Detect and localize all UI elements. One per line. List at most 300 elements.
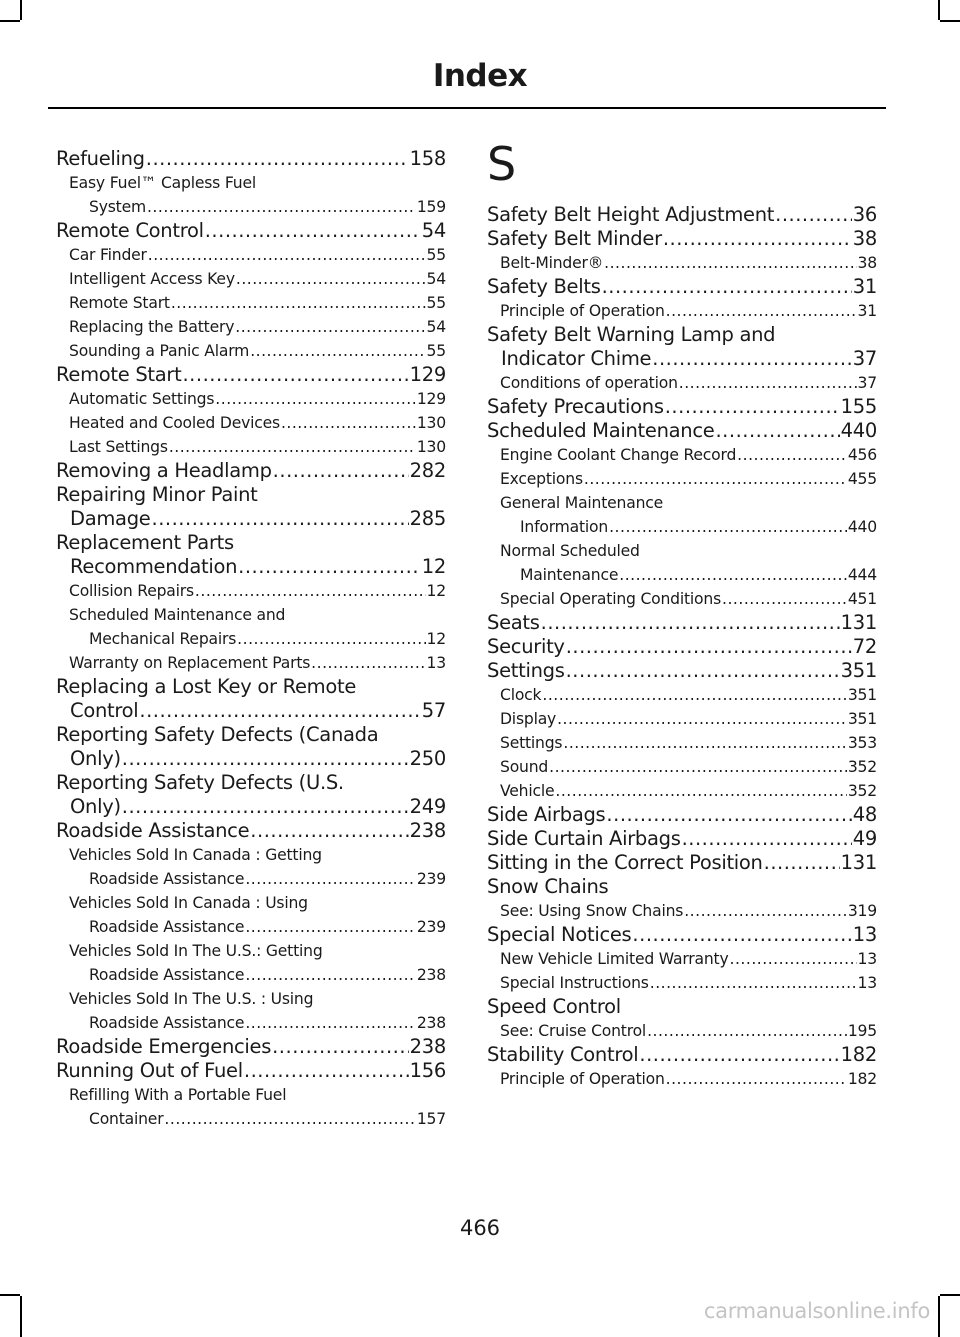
page-ref[interactable]: 353 (847, 734, 877, 752)
page-ref[interactable]: 54 (426, 318, 446, 336)
leader-dots (244, 1059, 409, 1083)
leader-dots (281, 411, 416, 435)
leader-dots (684, 899, 847, 923)
index-entry[interactable] (487, 227, 877, 251)
entry-text: Special Notices (487, 923, 632, 946)
page-ref[interactable]: 131 (840, 611, 877, 634)
index-entry[interactable] (56, 363, 446, 387)
entry-line (56, 747, 446, 771)
leader-dots (250, 339, 425, 363)
page-ref[interactable]: 351 (840, 659, 877, 682)
page-ref[interactable]: 195 (847, 1022, 877, 1040)
leader-dots (764, 851, 840, 875)
leader-dots (236, 267, 426, 291)
index-subentry[interactable] (56, 411, 446, 435)
entry-text: Safety Belt Minder (487, 227, 662, 250)
index-entry[interactable] (487, 395, 877, 419)
leader-dots (775, 203, 852, 227)
entry-line (500, 251, 877, 275)
entry-line (487, 923, 877, 947)
page-ref[interactable]: 129 (416, 390, 446, 408)
entry-text: Reporting Safety Defects (U.S. (56, 771, 344, 794)
entry-line (69, 867, 446, 891)
entry-line (487, 419, 877, 443)
page-ref[interactable]: 155 (840, 395, 877, 418)
page-ref[interactable]: 351 (847, 686, 877, 704)
entry-text: Settings (500, 734, 563, 752)
entry-text: Reporting Safety Defects (Canada (56, 723, 379, 746)
page-ref[interactable]: 238 (416, 1014, 446, 1032)
page-ref[interactable]: 36 (852, 203, 877, 226)
page-ref[interactable]: 37 (852, 347, 877, 370)
entry-text: Special Instructions (500, 974, 649, 992)
entry-text: Roadside Assistance (89, 966, 245, 984)
entry-text: Conditions of operation (500, 374, 678, 392)
page-ref[interactable]: 249 (409, 795, 446, 818)
page-ref[interactable]: 54 (426, 270, 446, 288)
index-subentry[interactable] (56, 339, 446, 363)
page-ref[interactable]: 57 (421, 699, 446, 722)
index-subentry[interactable] (56, 435, 446, 459)
page-title: Index (432, 58, 528, 94)
page-ref[interactable]: 31 (852, 275, 877, 298)
leader-dots (584, 467, 847, 491)
entry-text: Control (70, 699, 139, 722)
index-subentry[interactable] (487, 467, 877, 491)
index-subentry[interactable] (56, 1083, 446, 1131)
entry-text: Easy Fuel™ Capless Fuel (69, 174, 256, 192)
entry-line (500, 971, 877, 995)
leader-dots (122, 795, 409, 819)
leader-dots (245, 867, 416, 891)
entry-text: Vehicles Sold In Canada : Using (69, 894, 308, 912)
entry-line (500, 779, 877, 803)
entry-text: Clock (500, 686, 542, 704)
entry-line (56, 507, 446, 531)
entry-text: Scheduled Maintenance (487, 419, 715, 442)
entry-text: Repairing Minor Paint (56, 483, 258, 506)
index-entry[interactable] (56, 147, 446, 171)
index-subentry[interactable] (56, 315, 446, 339)
index-entry[interactable] (56, 219, 446, 243)
entry-text: Principle of Operation (500, 302, 665, 320)
index-entry[interactable] (56, 483, 446, 531)
entry-text: See: Using Snow Chains (500, 902, 684, 920)
crop-mark (20, 1296, 22, 1337)
index-entry[interactable] (487, 419, 877, 443)
entry-line (500, 1019, 877, 1043)
index-entry[interactable] (487, 803, 877, 827)
leader-dots (164, 1107, 415, 1131)
page-ref[interactable]: 37 (857, 374, 877, 392)
entry-text: Exceptions (500, 470, 583, 488)
entry-text: Information (520, 518, 609, 536)
index-subentry[interactable] (56, 603, 446, 651)
entry-line (69, 243, 446, 267)
entry-line (487, 827, 877, 851)
index-subentry[interactable] (56, 891, 446, 939)
entry-text: Container (89, 1110, 164, 1128)
page-ref[interactable]: 48 (852, 803, 877, 826)
leader-dots (147, 195, 416, 219)
entry-text: Stability Control (487, 1043, 639, 1066)
leader-dots (245, 963, 416, 987)
page-ref[interactable]: 158 (409, 147, 446, 170)
leader-dots (557, 707, 847, 731)
entry-text: Replacing the Battery (69, 318, 235, 336)
index-entry[interactable] (487, 923, 877, 947)
leader-dots (604, 251, 856, 275)
index-subentry[interactable] (487, 1019, 877, 1043)
entry-text: Vehicles Sold In The U.S. : Using (69, 990, 314, 1008)
leader-dots (555, 779, 846, 803)
entry-line (487, 635, 877, 659)
index-subentry[interactable] (487, 899, 877, 923)
entry-line (69, 1107, 446, 1131)
page-ref[interactable]: 12 (426, 630, 446, 648)
entry-line (500, 467, 877, 491)
page-ref[interactable]: 440 (847, 518, 877, 536)
index-subentry[interactable] (56, 939, 446, 987)
entry-line (500, 1067, 877, 1091)
page-ref[interactable]: 129 (409, 363, 446, 386)
entry-line (487, 659, 877, 683)
entry-text: System (89, 198, 146, 216)
index-subentry[interactable] (487, 707, 877, 731)
entry-text: Refueling (56, 147, 145, 170)
index-entry[interactable] (56, 1035, 446, 1059)
watermark: carmanualsonline.info (703, 1299, 930, 1323)
crop-mark (940, 1294, 960, 1296)
page-ref[interactable]: 38 (852, 227, 877, 250)
entry-text: Intelligent Access Key (69, 270, 235, 288)
page-ref[interactable]: 182 (847, 1070, 877, 1088)
leader-dots (245, 1011, 416, 1035)
page-ref[interactable]: 250 (409, 747, 446, 770)
entry-text: Collision Repairs (69, 582, 194, 600)
index-entry[interactable] (487, 611, 877, 635)
leader-dots (563, 731, 846, 755)
page-ref[interactable]: 282 (409, 459, 446, 482)
entry-line (500, 899, 877, 923)
index-entry[interactable] (487, 851, 877, 875)
index-subentry[interactable] (487, 1067, 877, 1091)
index-subentry[interactable] (56, 387, 446, 411)
index-subentry[interactable] (487, 971, 877, 995)
page-ref[interactable]: 13 (852, 923, 877, 946)
index-entry[interactable] (487, 1043, 877, 1067)
index-subentry[interactable] (487, 683, 877, 707)
page-ref[interactable]: 455 (847, 470, 877, 488)
leader-dots (715, 419, 839, 443)
index-subentry[interactable] (56, 291, 446, 315)
leader-dots (682, 827, 852, 851)
leader-dots (619, 563, 847, 587)
page-ref[interactable]: 440 (840, 419, 877, 442)
entry-text: Belt-Minder® (500, 254, 604, 272)
index-subentry[interactable] (56, 171, 446, 219)
leader-dots (602, 275, 852, 299)
page-ref[interactable]: 13 (857, 950, 877, 968)
index-subentry[interactable] (487, 371, 877, 395)
page-ref[interactable]: 159 (416, 198, 446, 216)
leader-dots (679, 371, 857, 395)
entry-line (500, 299, 877, 323)
entry-text: Sounding a Panic Alarm (69, 342, 250, 360)
index-entry[interactable] (56, 819, 446, 843)
entry-text: Engine Coolant Change Record (500, 446, 737, 464)
page-ref[interactable]: 319 (847, 902, 877, 920)
page-ref[interactable]: 239 (416, 870, 446, 888)
index-subentry[interactable] (487, 731, 877, 755)
entry-text: Refilling With a Portable Fuel (69, 1086, 287, 1104)
entry-line (69, 411, 446, 435)
leader-dots (152, 507, 409, 531)
entry-line (487, 395, 877, 419)
leader-dots (639, 1043, 839, 1067)
page-ref[interactable]: 130 (416, 414, 446, 432)
page-ref[interactable]: 12 (421, 555, 446, 578)
entry-text: Removing a Headlamp (56, 459, 272, 482)
entry-text: Sound (500, 758, 549, 776)
leader-dots (250, 819, 408, 843)
page-ref[interactable]: 54 (421, 219, 446, 242)
index-entry[interactable] (487, 875, 877, 899)
entry-text: General Maintenance (500, 494, 664, 512)
page-ref[interactable]: 351 (847, 710, 877, 728)
index-entry[interactable] (487, 203, 877, 227)
index-subentry[interactable] (56, 987, 446, 1035)
index-entry[interactable] (56, 723, 446, 771)
leader-dots (122, 747, 409, 771)
entry-text: Vehicles Sold In The U.S.: Getting (69, 942, 323, 960)
entry-text: Roadside Assistance (89, 870, 245, 888)
index-entry[interactable] (56, 1059, 446, 1083)
entry-line (487, 851, 877, 875)
page-ref[interactable]: 285 (409, 507, 446, 530)
page-ref[interactable]: 130 (416, 438, 446, 456)
leader-dots (237, 627, 425, 651)
entry-line (500, 683, 877, 707)
leader-dots (139, 699, 420, 723)
entry-line (500, 371, 877, 395)
crop-mark (0, 1294, 20, 1296)
leader-dots (146, 147, 409, 171)
entry-text: Last Settings (69, 438, 168, 456)
page-ref[interactable]: 182 (840, 1043, 877, 1066)
entry-line (69, 195, 446, 219)
entry-line (500, 563, 877, 587)
leader-dots (666, 1067, 847, 1091)
leader-dots (647, 1019, 847, 1043)
crop-mark (20, 0, 22, 20)
entry-line (56, 459, 446, 483)
entry-text: Seats (487, 611, 540, 634)
leader-dots (541, 611, 840, 635)
leader-dots (632, 923, 851, 947)
index-entry[interactable] (487, 827, 877, 851)
page-ref[interactable]: 38 (857, 254, 877, 272)
leader-dots (148, 243, 426, 267)
header-rule (48, 107, 886, 109)
entry-line (69, 291, 446, 315)
entry-line (69, 963, 446, 987)
leader-dots (737, 443, 847, 467)
entry-line (56, 147, 446, 171)
entry-text: Principle of Operation (500, 1070, 665, 1088)
entry-text: Indicator Chime (501, 347, 652, 370)
page-ref[interactable]: 352 (847, 758, 877, 776)
entry-text: Car Finder (69, 246, 147, 264)
index-subentry[interactable] (487, 779, 877, 803)
leader-dots (606, 803, 851, 827)
entry-line (69, 627, 446, 651)
entry-text: Mechanical Repairs (89, 630, 237, 648)
leader-dots (730, 947, 857, 971)
page-ref[interactable]: 156 (409, 1059, 446, 1082)
entry-text: See: Cruise Control (500, 1022, 647, 1040)
entry-line (69, 387, 446, 411)
entry-text: Display (500, 710, 557, 728)
page-ref[interactable]: 55 (426, 294, 446, 312)
entry-line (487, 803, 877, 827)
page-ref[interactable]: 157 (416, 1110, 446, 1128)
leader-dots (273, 459, 409, 483)
entry-text: Only) (70, 795, 121, 818)
index-subentry[interactable] (56, 843, 446, 891)
page-ref[interactable]: 238 (409, 1035, 446, 1058)
entry-line (487, 1043, 877, 1067)
entry-text: Roadside Assistance (89, 918, 245, 936)
page-ref[interactable]: 72 (852, 635, 877, 658)
entry-line (487, 347, 877, 371)
leader-dots (245, 915, 416, 939)
index-entry[interactable] (487, 995, 877, 1019)
entry-text: Roadside Assistance (89, 1014, 245, 1032)
leader-dots (238, 555, 421, 579)
page-ref[interactable]: 12 (426, 582, 446, 600)
crop-mark (938, 1296, 940, 1337)
leader-dots (272, 1035, 409, 1059)
entry-line (487, 203, 877, 227)
index-subentry[interactable] (56, 651, 446, 675)
entry-line (56, 219, 446, 243)
entry-line (56, 819, 446, 843)
page-ref[interactable]: 444 (847, 566, 877, 584)
index-entry[interactable] (487, 659, 877, 683)
entry-text: Vehicle (500, 782, 555, 800)
entry-text: Side Curtain Airbags (487, 827, 681, 850)
leader-dots (722, 587, 847, 611)
entry-text: Replacement Parts (56, 531, 234, 554)
page-ref[interactable]: 55 (426, 246, 446, 264)
page-ref[interactable]: 239 (416, 918, 446, 936)
entry-line (69, 315, 446, 339)
page-number: 466 (459, 1216, 501, 1240)
index-entry[interactable] (56, 531, 446, 579)
entry-text: Safety Belt Height Adjustment (487, 203, 775, 226)
entry-text: Damage (70, 507, 151, 530)
page-ref[interactable]: 352 (847, 782, 877, 800)
index-entry[interactable] (487, 275, 877, 299)
leader-dots (182, 363, 408, 387)
index-subentry[interactable] (56, 243, 446, 267)
page-ref[interactable]: 131 (840, 851, 877, 874)
entry-text: Remote Control (56, 219, 204, 242)
index-subentry[interactable] (56, 267, 446, 291)
entry-text: Security (487, 635, 565, 658)
entry-text: Running Out of Fuel (56, 1059, 243, 1082)
leader-dots (171, 291, 426, 315)
index-entry[interactable] (487, 635, 877, 659)
page-ref[interactable]: 13 (426, 654, 446, 672)
entry-line (500, 515, 877, 539)
page-ref[interactable]: 49 (852, 827, 877, 850)
entry-line (69, 339, 446, 363)
entry-line (69, 1011, 446, 1035)
entry-line (56, 795, 446, 819)
page-ref[interactable]: 31 (857, 302, 877, 320)
entry-line (56, 363, 446, 387)
entry-text: Safety Belt Warning Lamp and (487, 323, 776, 346)
entry-text: Safety Belts (487, 275, 601, 298)
entry-text: Recommendation (70, 555, 238, 578)
entry-text: Speed Control (487, 995, 621, 1018)
entry-line (69, 435, 446, 459)
page-ref[interactable]: 238 (409, 819, 446, 842)
leader-dots (195, 579, 426, 603)
entry-line (69, 915, 446, 939)
index-subentry[interactable] (487, 443, 877, 467)
index-subentry[interactable] (487, 491, 877, 539)
entry-line (487, 275, 877, 299)
page-ref[interactable]: 451 (847, 590, 877, 608)
page-ref[interactable]: 456 (847, 446, 877, 464)
leader-dots (650, 971, 857, 995)
entry-line (56, 555, 446, 579)
leader-dots (235, 315, 425, 339)
leader-dots (652, 347, 852, 371)
entry-text: Heated and Cooled Devices (69, 414, 280, 432)
index-entry[interactable] (487, 323, 877, 371)
entry-line (56, 1059, 446, 1083)
index-subentry[interactable] (56, 579, 446, 603)
index-column-left (56, 147, 446, 1131)
leader-dots (666, 299, 857, 323)
leader-dots (609, 515, 847, 539)
index-entry[interactable] (56, 771, 446, 819)
entry-line (69, 651, 446, 675)
entry-text: Scheduled Maintenance and (69, 606, 286, 624)
index-subentry[interactable] (487, 251, 877, 275)
entry-text: Sitting in the Correct Position (487, 851, 763, 874)
index-subentry[interactable] (487, 299, 877, 323)
index-subentry[interactable] (487, 755, 877, 779)
page-ref[interactable]: 238 (416, 966, 446, 984)
entry-text: Vehicles Sold In Canada : Getting (69, 846, 322, 864)
index-subentry[interactable] (487, 947, 877, 971)
entry-text: Replacing a Lost Key or Remote (56, 675, 357, 698)
leader-dots (566, 659, 840, 683)
page-ref[interactable]: 13 (857, 974, 877, 992)
index-subentry[interactable] (487, 587, 877, 611)
page-ref[interactable]: 55 (426, 342, 446, 360)
section-letter: S (487, 137, 517, 191)
crop-mark (940, 20, 960, 22)
index-subentry[interactable] (487, 539, 877, 587)
index-entry[interactable] (56, 675, 446, 723)
index-entry[interactable] (56, 459, 446, 483)
